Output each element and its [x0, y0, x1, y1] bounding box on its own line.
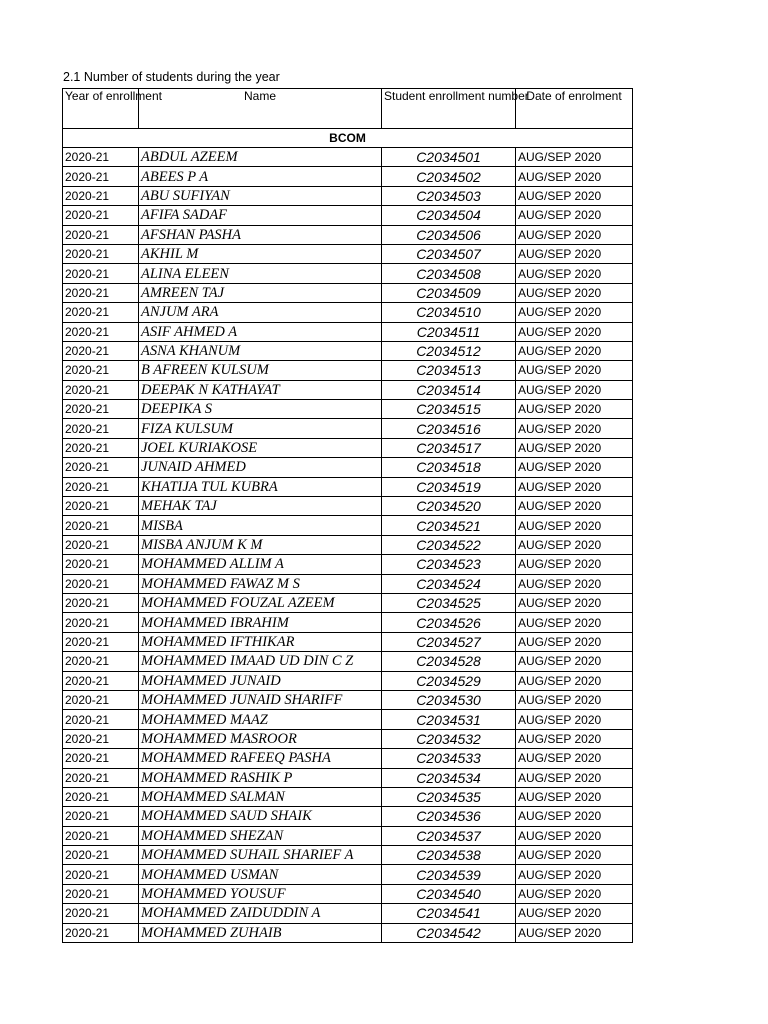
table-row	[63, 186, 633, 205]
cell-date: AUG/SEP 2020	[516, 535, 633, 554]
cell-name: ANJUM ARA	[139, 303, 382, 322]
cell-enrollment: C2034527	[382, 632, 516, 651]
cell-name: KHATIJA TUL KUBRA	[139, 477, 382, 496]
cell-name: JUNAID AHMED	[139, 458, 382, 477]
page-title: 2.1 Number of students during the year	[63, 70, 280, 84]
cell-date: AUG/SEP 2020	[516, 438, 633, 457]
cell-year: 2020-21	[63, 516, 139, 535]
cell-name: AMREEN TAJ	[139, 283, 382, 302]
cell-date: AUG/SEP 2020	[516, 749, 633, 768]
cell-enrollment: C2034535	[382, 787, 516, 806]
cell-year: 2020-21	[63, 361, 139, 380]
cell-name: ABDUL AZEEM	[139, 148, 382, 167]
cell-enrollment: C2034529	[382, 671, 516, 690]
cell-name: MOHAMMED SHEZAN	[139, 826, 382, 845]
cell-year: 2020-21	[63, 671, 139, 690]
table-row	[63, 884, 633, 903]
cell-name: MOHAMMED JUNAID SHARIFF	[139, 690, 382, 709]
cell-name: MOHAMMED FAWAZ M S	[139, 574, 382, 593]
cell-year: 2020-21	[63, 846, 139, 865]
table-row	[63, 361, 633, 380]
cell-name: MOHAMMED ALLIM A	[139, 555, 382, 574]
table-row	[63, 865, 633, 884]
cell-date: AUG/SEP 2020	[516, 400, 633, 419]
cell-year: 2020-21	[63, 477, 139, 496]
cell-date: AUG/SEP 2020	[516, 768, 633, 787]
table-row	[63, 400, 633, 419]
cell-date: AUG/SEP 2020	[516, 690, 633, 709]
cell-year: 2020-21	[63, 574, 139, 593]
cell-name: MOHAMMED ZAIDUDDIN A	[139, 904, 382, 923]
cell-enrollment: C2034504	[382, 206, 516, 225]
cell-year: 2020-21	[63, 710, 139, 729]
cell-date: AUG/SEP 2020	[516, 244, 633, 263]
cell-name: MOHAMMED IMAAD UD DIN C Z	[139, 652, 382, 671]
cell-enrollment: C2034534	[382, 768, 516, 787]
column-header-enrollment: Student enrollment number	[382, 89, 516, 129]
cell-enrollment: C2034537	[382, 826, 516, 845]
cell-date: AUG/SEP 2020	[516, 729, 633, 748]
table-row	[63, 535, 633, 554]
table-row	[63, 322, 633, 341]
table-row	[63, 283, 633, 302]
cell-year: 2020-21	[63, 148, 139, 167]
table-row	[63, 632, 633, 651]
cell-name: MOHAMMED SAUD SHAIK	[139, 807, 382, 826]
table-row	[63, 516, 633, 535]
cell-enrollment: C2034508	[382, 264, 516, 283]
cell-date: AUG/SEP 2020	[516, 904, 633, 923]
cell-year: 2020-21	[63, 826, 139, 845]
table-row	[63, 167, 633, 186]
cell-enrollment: C2034516	[382, 419, 516, 438]
cell-date: AUG/SEP 2020	[516, 361, 633, 380]
cell-date: AUG/SEP 2020	[516, 671, 633, 690]
cell-year: 2020-21	[63, 749, 139, 768]
table-row	[63, 749, 633, 768]
table-row	[63, 787, 633, 806]
table-row	[63, 807, 633, 826]
cell-enrollment: C2034512	[382, 341, 516, 360]
cell-year: 2020-21	[63, 322, 139, 341]
cell-name: AKHIL M	[139, 244, 382, 263]
cell-date: AUG/SEP 2020	[516, 652, 633, 671]
cell-enrollment: C2034519	[382, 477, 516, 496]
column-header-date: Date of enrolment	[516, 89, 633, 129]
cell-date: AUG/SEP 2020	[516, 497, 633, 516]
cell-year: 2020-21	[63, 884, 139, 903]
cell-date: AUG/SEP 2020	[516, 787, 633, 806]
cell-year: 2020-21	[63, 923, 139, 942]
cell-date: AUG/SEP 2020	[516, 826, 633, 845]
cell-name: MOHAMMED ZUHAIB	[139, 923, 382, 942]
table-row	[63, 574, 633, 593]
cell-date: AUG/SEP 2020	[516, 807, 633, 826]
cell-date: AUG/SEP 2020	[516, 419, 633, 438]
table-row	[63, 458, 633, 477]
students-table	[62, 88, 633, 943]
table-row	[63, 206, 633, 225]
column-header-name: Name	[139, 89, 382, 129]
cell-year: 2020-21	[63, 400, 139, 419]
cell-year: 2020-21	[63, 652, 139, 671]
cell-enrollment: C2034542	[382, 923, 516, 942]
cell-year: 2020-21	[63, 729, 139, 748]
table-row	[63, 380, 633, 399]
cell-enrollment: C2034523	[382, 555, 516, 574]
cell-enrollment: C2034517	[382, 438, 516, 457]
cell-date: AUG/SEP 2020	[516, 264, 633, 283]
cell-name: MOHAMMED FOUZAL AZEEM	[139, 593, 382, 612]
section-row	[63, 129, 633, 148]
cell-date: AUG/SEP 2020	[516, 341, 633, 360]
cell-name: MOHAMMED IBRAHIM	[139, 613, 382, 632]
table-row	[63, 438, 633, 457]
cell-enrollment: C2034538	[382, 846, 516, 865]
cell-year: 2020-21	[63, 555, 139, 574]
cell-date: AUG/SEP 2020	[516, 303, 633, 322]
cell-enrollment: C2034510	[382, 303, 516, 322]
cell-enrollment: C2034530	[382, 690, 516, 709]
cell-year: 2020-21	[63, 497, 139, 516]
table-row	[63, 477, 633, 496]
table-body	[63, 129, 633, 943]
cell-year: 2020-21	[63, 613, 139, 632]
cell-year: 2020-21	[63, 787, 139, 806]
section-label: BCOM	[63, 129, 633, 148]
cell-date: AUG/SEP 2020	[516, 593, 633, 612]
cell-year: 2020-21	[63, 535, 139, 554]
cell-date: AUG/SEP 2020	[516, 458, 633, 477]
cell-name: MOHAMMED USMAN	[139, 865, 382, 884]
cell-date: AUG/SEP 2020	[516, 574, 633, 593]
table-header-row	[63, 89, 633, 129]
cell-enrollment: C2034520	[382, 497, 516, 516]
cell-name: MOHAMMED RASHIK P	[139, 768, 382, 787]
cell-year: 2020-21	[63, 225, 139, 244]
cell-name: B AFREEN KULSUM	[139, 361, 382, 380]
cell-date: AUG/SEP 2020	[516, 516, 633, 535]
cell-enrollment: C2034540	[382, 884, 516, 903]
cell-name: AFIFA SADAF	[139, 206, 382, 225]
cell-year: 2020-21	[63, 206, 139, 225]
table-row	[63, 652, 633, 671]
cell-name: MOHAMMED MAAZ	[139, 710, 382, 729]
cell-name: MOHAMMED JUNAID	[139, 671, 382, 690]
table-row	[63, 244, 633, 263]
table-row	[63, 264, 633, 283]
table-row	[63, 923, 633, 942]
table-row	[63, 497, 633, 516]
cell-name: ABU SUFIYAN	[139, 186, 382, 205]
table-row	[63, 671, 633, 690]
cell-name: MOHAMMED YOUSUF	[139, 884, 382, 903]
cell-enrollment: C2034525	[382, 593, 516, 612]
table-row	[63, 729, 633, 748]
cell-year: 2020-21	[63, 419, 139, 438]
cell-name: ASNA KHANUM	[139, 341, 382, 360]
cell-enrollment: C2034507	[382, 244, 516, 263]
cell-year: 2020-21	[63, 303, 139, 322]
cell-enrollment: C2034528	[382, 652, 516, 671]
cell-enrollment: C2034503	[382, 186, 516, 205]
cell-name: MOHAMMED SUHAIL SHARIEF A	[139, 846, 382, 865]
cell-date: AUG/SEP 2020	[516, 613, 633, 632]
cell-name: MISBA	[139, 516, 382, 535]
cell-date: AUG/SEP 2020	[516, 865, 633, 884]
cell-year: 2020-21	[63, 865, 139, 884]
cell-year: 2020-21	[63, 380, 139, 399]
cell-enrollment: C2034533	[382, 749, 516, 768]
cell-date: AUG/SEP 2020	[516, 710, 633, 729]
cell-year: 2020-21	[63, 186, 139, 205]
table-row	[63, 826, 633, 845]
cell-name: AFSHAN PASHA	[139, 225, 382, 244]
cell-date: AUG/SEP 2020	[516, 283, 633, 302]
cell-enrollment: C2034524	[382, 574, 516, 593]
table-row	[63, 710, 633, 729]
table-row	[63, 593, 633, 612]
table-row	[63, 768, 633, 787]
table-row	[63, 419, 633, 438]
cell-name: DEEPAK N KATHAYAT	[139, 380, 382, 399]
cell-enrollment: C2034536	[382, 807, 516, 826]
cell-enrollment: C2034526	[382, 613, 516, 632]
cell-name: ASIF AHMED A	[139, 322, 382, 341]
cell-name: MISBA ANJUM K M	[139, 535, 382, 554]
cell-enrollment: C2034541	[382, 904, 516, 923]
cell-enrollment: C2034506	[382, 225, 516, 244]
cell-year: 2020-21	[63, 593, 139, 612]
cell-date: AUG/SEP 2020	[516, 477, 633, 496]
cell-date: AUG/SEP 2020	[516, 148, 633, 167]
table-row	[63, 303, 633, 322]
cell-year: 2020-21	[63, 264, 139, 283]
cell-year: 2020-21	[63, 283, 139, 302]
table-row	[63, 341, 633, 360]
cell-year: 2020-21	[63, 438, 139, 457]
cell-date: AUG/SEP 2020	[516, 322, 633, 341]
column-header-year: Year of enrollment	[63, 89, 139, 129]
table-row	[63, 148, 633, 167]
table-row	[63, 225, 633, 244]
cell-enrollment: C2034522	[382, 535, 516, 554]
cell-year: 2020-21	[63, 807, 139, 826]
cell-enrollment: C2034515	[382, 400, 516, 419]
cell-date: AUG/SEP 2020	[516, 846, 633, 865]
cell-name: MEHAK TAJ	[139, 497, 382, 516]
cell-enrollment: C2034521	[382, 516, 516, 535]
cell-date: AUG/SEP 2020	[516, 186, 633, 205]
cell-name: MOHAMMED MASROOR	[139, 729, 382, 748]
table-row	[63, 904, 633, 923]
cell-year: 2020-21	[63, 458, 139, 477]
cell-enrollment: C2034514	[382, 380, 516, 399]
cell-enrollment: C2034502	[382, 167, 516, 186]
cell-name: ALINA ELEEN	[139, 264, 382, 283]
cell-enrollment: C2034539	[382, 865, 516, 884]
cell-date: AUG/SEP 2020	[516, 632, 633, 651]
cell-enrollment: C2034509	[382, 283, 516, 302]
table-row	[63, 690, 633, 709]
cell-name: ABEES P A	[139, 167, 382, 186]
cell-year: 2020-21	[63, 690, 139, 709]
cell-date: AUG/SEP 2020	[516, 206, 633, 225]
cell-name: FIZA KULSUM	[139, 419, 382, 438]
table-row	[63, 613, 633, 632]
cell-name: MOHAMMED IFTHIKAR	[139, 632, 382, 651]
cell-date: AUG/SEP 2020	[516, 884, 633, 903]
cell-date: AUG/SEP 2020	[516, 225, 633, 244]
cell-name: MOHAMMED RAFEEQ PASHA	[139, 749, 382, 768]
cell-enrollment: C2034511	[382, 322, 516, 341]
cell-name: DEEPIKA S	[139, 400, 382, 419]
table-row	[63, 555, 633, 574]
cell-enrollment: C2034532	[382, 729, 516, 748]
cell-date: AUG/SEP 2020	[516, 380, 633, 399]
cell-name: JOEL KURIAKOSE	[139, 438, 382, 457]
cell-year: 2020-21	[63, 341, 139, 360]
cell-date: AUG/SEP 2020	[516, 923, 633, 942]
table-row	[63, 846, 633, 865]
cell-enrollment: C2034513	[382, 361, 516, 380]
cell-year: 2020-21	[63, 632, 139, 651]
cell-year: 2020-21	[63, 904, 139, 923]
cell-date: AUG/SEP 2020	[516, 167, 633, 186]
cell-name: MOHAMMED SALMAN	[139, 787, 382, 806]
cell-year: 2020-21	[63, 167, 139, 186]
cell-enrollment: C2034518	[382, 458, 516, 477]
cell-year: 2020-21	[63, 244, 139, 263]
cell-date: AUG/SEP 2020	[516, 555, 633, 574]
cell-enrollment: C2034531	[382, 710, 516, 729]
cell-enrollment: C2034501	[382, 148, 516, 167]
cell-year: 2020-21	[63, 768, 139, 787]
